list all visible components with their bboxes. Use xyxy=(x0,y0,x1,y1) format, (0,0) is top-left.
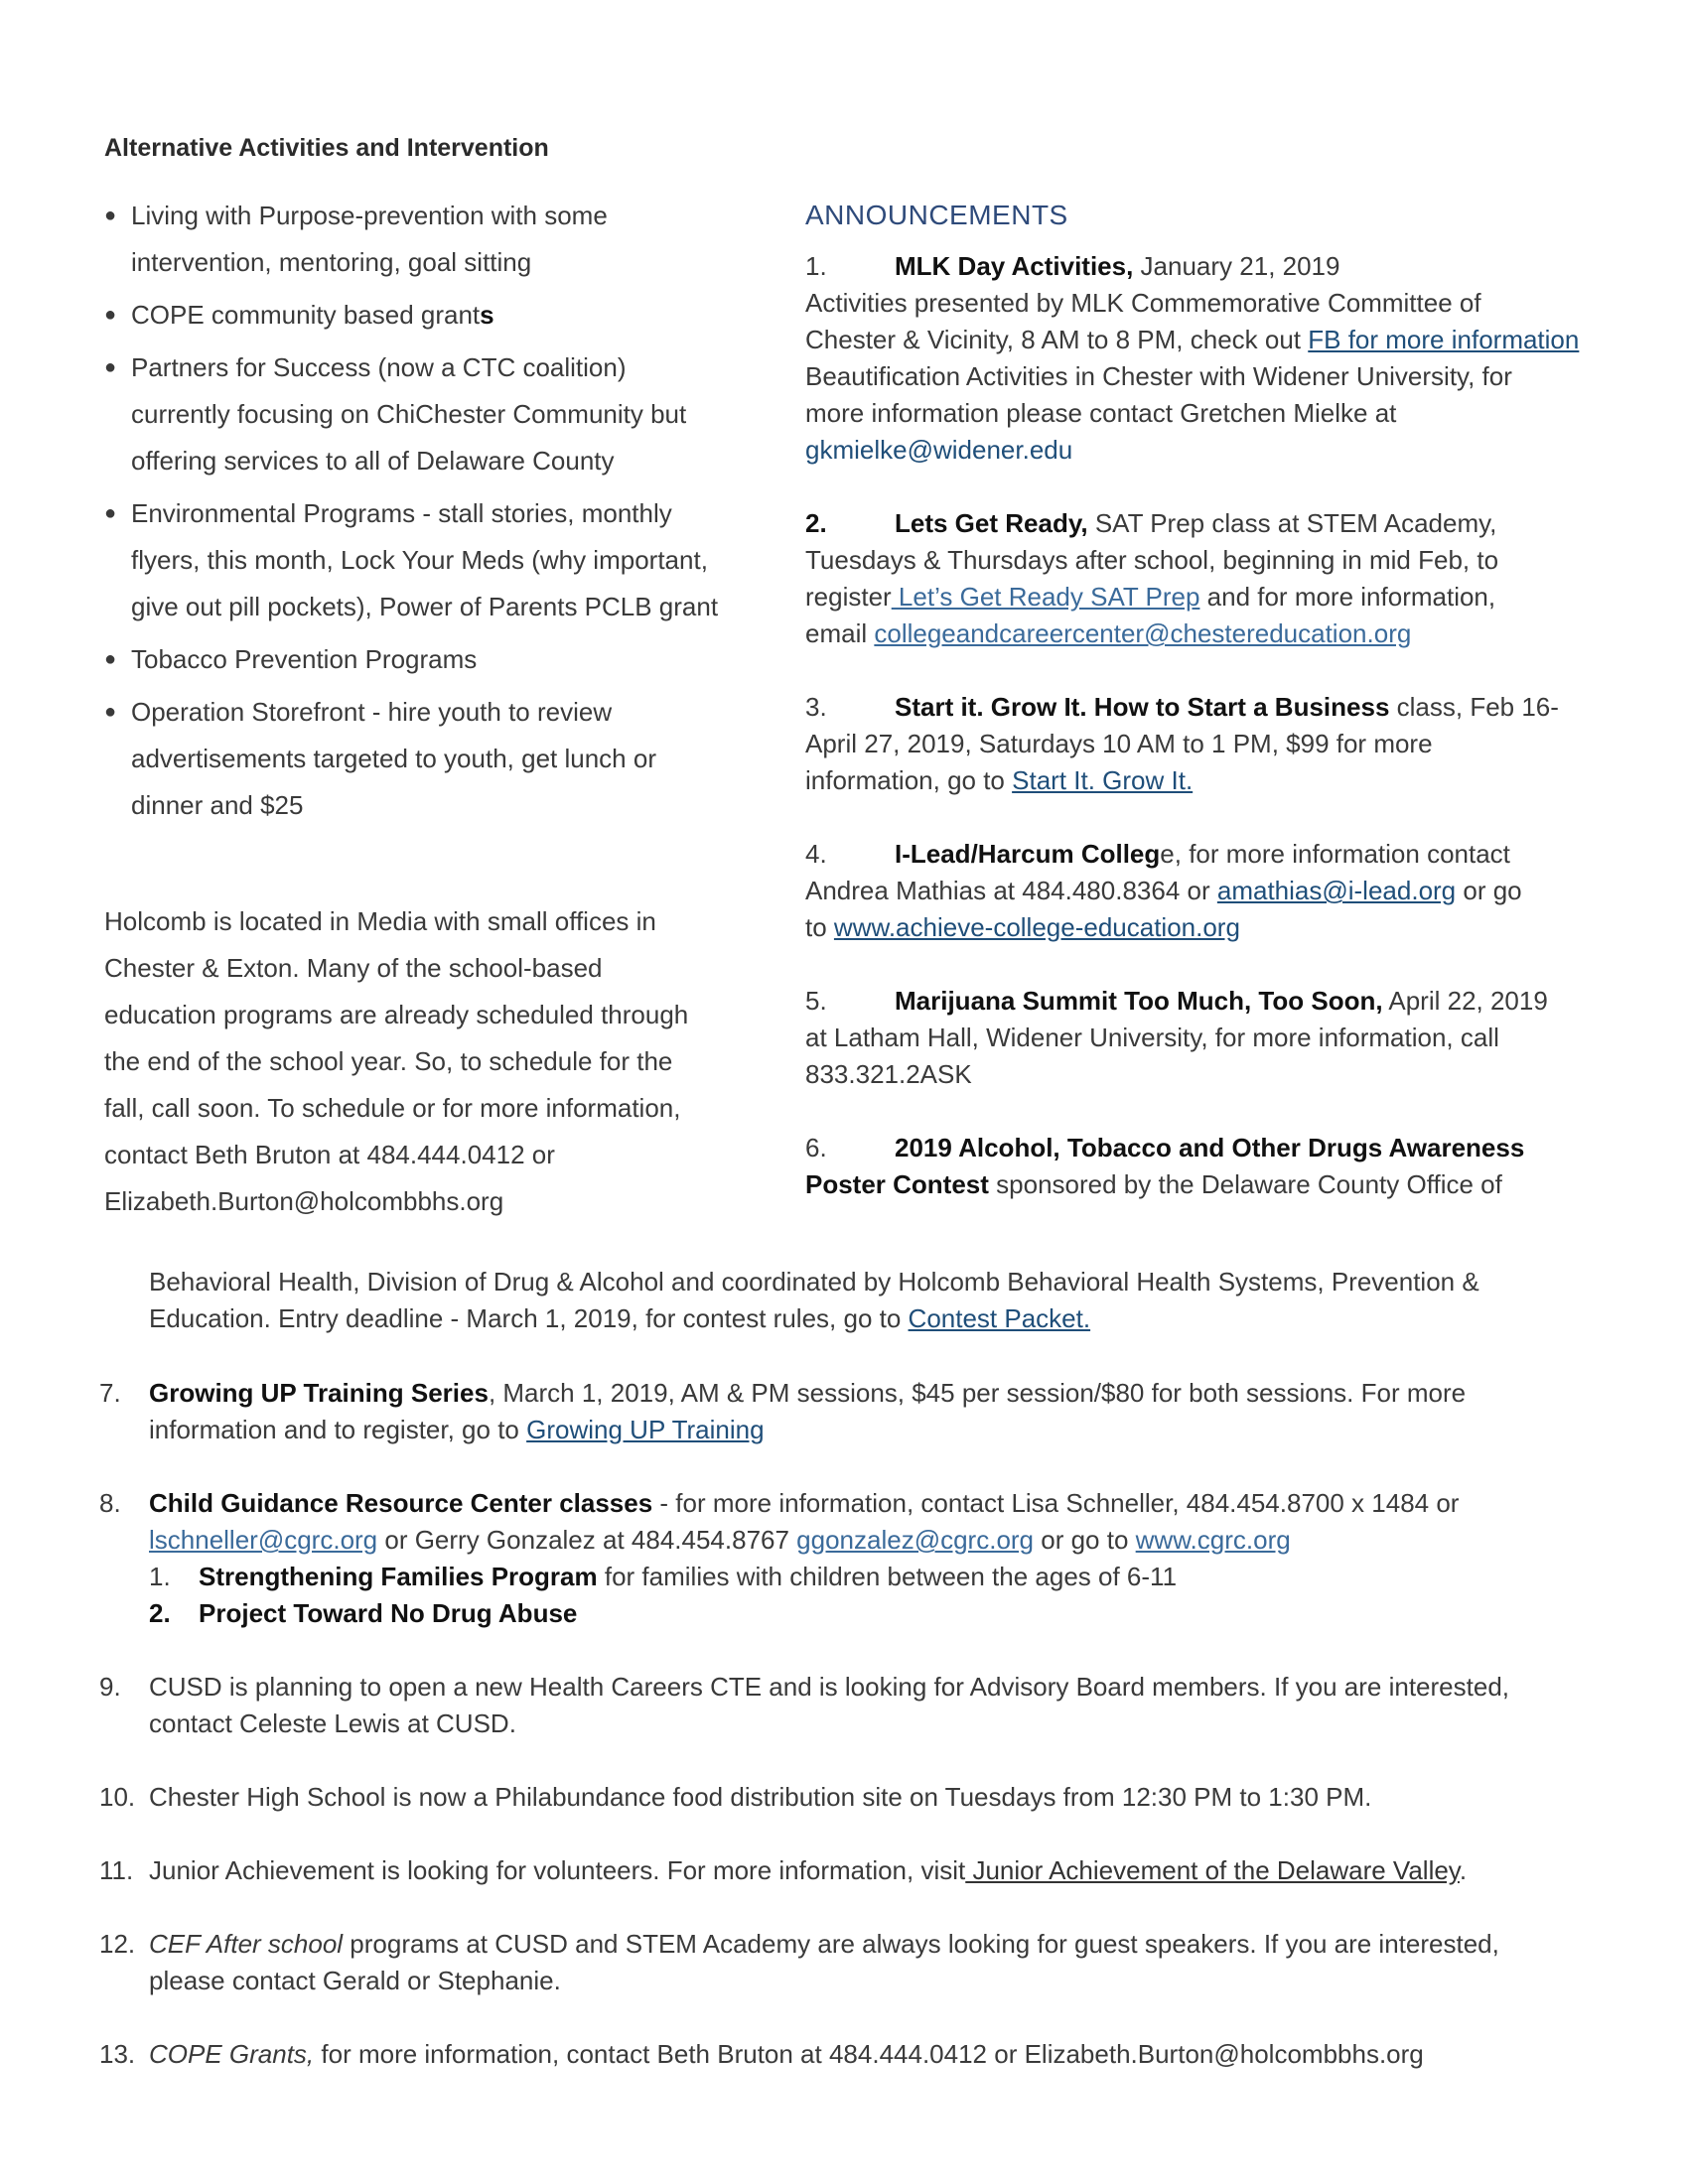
bullet-icon: ● xyxy=(104,502,117,524)
contest-packet-link[interactable]: Contest Packet. xyxy=(908,1303,1091,1333)
announcement-3: 3. Start it. Grow It. How to Start a Business class, Feb 16- April 27, 2019, Saturdays 10 AM to 1 PM, $99 for more information, go to Start It. Grow It. xyxy=(805,692,1559,795)
announcement-13: 13. COPE Grants, for more information, contact Beth Bruton at 484.444.0412 or Elizabeth.Burton@holcombbhs.org xyxy=(99,2039,1424,2069)
announcement-5: 5. Marijuana Summit Too Much, Too Soon, April 22, 2019 at Latham Hall, Widener University, for more information, call 833.321.2ASK xyxy=(805,986,1548,1089)
list-item: ● Tobacco Prevention Programs xyxy=(104,636,760,683)
activities-list xyxy=(104,193,760,829)
announcement-12: 12. CEF After school programs at CUSD and STEM Academy are always looking for guest speakers. If you are interested, please contact Gerald or Stephanie. xyxy=(99,1929,1499,1995)
start-it-grow-it-link[interactable]: Start It. Grow It. xyxy=(1012,765,1194,795)
announcement-1: 1. MLK Day Activities, January 21, 2019 Activities presented by MLK Commemorative Committee of Chester & Vicinity, 8 AM to 8 PM, check out FB for more information Beautification Activities in Chester with Widener University, for more information please contact Gretchen Mielke at gkmielke@widener.edu xyxy=(805,251,1580,465)
sub-item-1: 1. Strengthening Families Program for families with children between the ages of 6-11 xyxy=(149,1562,1178,1591)
bullet-icon: ● xyxy=(104,701,117,723)
achieve-college-link[interactable]: www.achieve-college-education.org xyxy=(833,912,1240,942)
sat-prep-link[interactable]: Let’s Get Ready SAT Prep xyxy=(891,582,1200,612)
list-item: ● Environmental Programs - stall stories, monthly flyers, this month, Lock Your Meds (why important, give out pill pockets), Power of Parents PCLB grant xyxy=(104,490,760,630)
list-item: ● Operation Storefront - hire youth to review advertisements targeted to youth, get lunch or dinner and $25 xyxy=(104,689,760,829)
announcements-title: ANNOUNCEMENTS xyxy=(805,200,1068,230)
ggonzalez-email-link[interactable]: ggonzalez@cgrc.org xyxy=(796,1525,1035,1555)
announcement-2: 2. Lets Get Ready, SAT Prep class at STEM Academy, Tuesdays & Thursdays after school, beginning in mid Feb, to register Let’s Get Ready SAT Prep and for more information, email collegeandcareercenter@chestereducation.org xyxy=(805,508,1499,648)
lschneller-email-link[interactable]: lschneller@cgrc.org xyxy=(149,1525,378,1555)
announcement-9: 9. CUSD is planning to open a new Health Careers CTE and is looking for Advisory Board members. If you are interested, contact Celeste Lewis at CUSD. xyxy=(99,1672,1510,1738)
bullet-icon: ● xyxy=(104,205,117,226)
growing-up-training-link[interactable]: Growing UP Training xyxy=(526,1415,765,1444)
list-item: ● COPE community based grants xyxy=(104,292,760,339)
full-width-announcements xyxy=(99,1375,1599,2110)
cgrc-link[interactable]: www.cgrc.org xyxy=(1135,1525,1291,1555)
list-item: ● Partners for Success (now a CTC coalition) currently focusing on ChiChester Community but offering services to all of Delaware County xyxy=(104,344,760,484)
bullet-icon: ● xyxy=(104,648,117,670)
announcement-7: 7. Growing UP Training Series, March 1, 2019, AM & PM sessions, $45 per session/$80 for both sessions. For more information and to register, go to Growing UP Training xyxy=(99,1378,1467,1444)
amathias-email-link[interactable]: amathias@i-lead.org xyxy=(1216,876,1457,905)
left-column xyxy=(104,134,760,835)
section-title: Alternative Activities and Intervention xyxy=(104,134,549,162)
announcement-4: 4. I-Lead/Harcum College, for more information contact Andrea Mathias at 484.480.8364 or amathias@i-lead.org or go to www.achieve-college-education.org xyxy=(805,839,1522,942)
junior-achievement-link[interactable]: Junior Achievement of the Delaware Valley xyxy=(965,1855,1460,1885)
bullet-icon: ● xyxy=(104,304,117,326)
announcement-6-continued: Behavioral Health, Division of Drug & Alcohol and coordinated by Holcomb Behavioral Health Systems, Prevention & Education. Entry deadline - March 1, 2019, for contest rules, go to Contest Packet. xyxy=(149,1267,1479,1333)
announcement-8: 8. Child Guidance Resource Center classes - for more information, contact Lisa Schneller, 484.454.8700 x 1484 or lschneller@cgrc.org or Gerry Gonzalez at 484.454.8767 ggonzalez@cgrc.org or go to www.cgrc.org 1. Strengthening Families Program for families with children between the ages of 6-11 2. Project Toward No Drug Abuse xyxy=(99,1485,1599,1632)
college-career-email-link[interactable]: collegeandcareercenter@chestereducation.org xyxy=(874,618,1412,648)
announcement-6: 6. 2019 Alcohol, Tobacco and Other Drugs Awareness Poster Contest sponsored by the Delaware County Office of xyxy=(805,1133,1525,1199)
announcements-column xyxy=(805,197,1600,1203)
email-gkmielke[interactable]: gkmielke@widener.edu xyxy=(805,435,1073,465)
list-item: ● Living with Purpose-prevention with some intervention, mentoring, goal sitting xyxy=(104,193,760,286)
fb-info-link[interactable]: FB for more information xyxy=(1308,325,1580,354)
sub-item-2: 2. Project Toward No Drug Abuse xyxy=(149,1598,578,1628)
announcement-10: 10. Chester High School is now a Philabundance food distribution site on Tuesdays from 12:30 PM to 1:30 PM. xyxy=(99,1782,1372,1812)
holcomb-paragraph: Holcomb is located in Media with small offices in Chester & Exton. Many of the school-based education programs are already scheduled through the end of the school year. So, to schedule for the fall, call soon. To schedule or for more information, contact Beth Bruton at 484.444.0412 or Elizabeth.Burton@holcombbhs.org xyxy=(104,906,689,1216)
announcement-11: 11. Junior Achievement is looking for volunteers. For more information, visit Junior Achievement of the Delaware Valley. xyxy=(99,1855,1468,1885)
bullet-icon: ● xyxy=(104,356,117,378)
